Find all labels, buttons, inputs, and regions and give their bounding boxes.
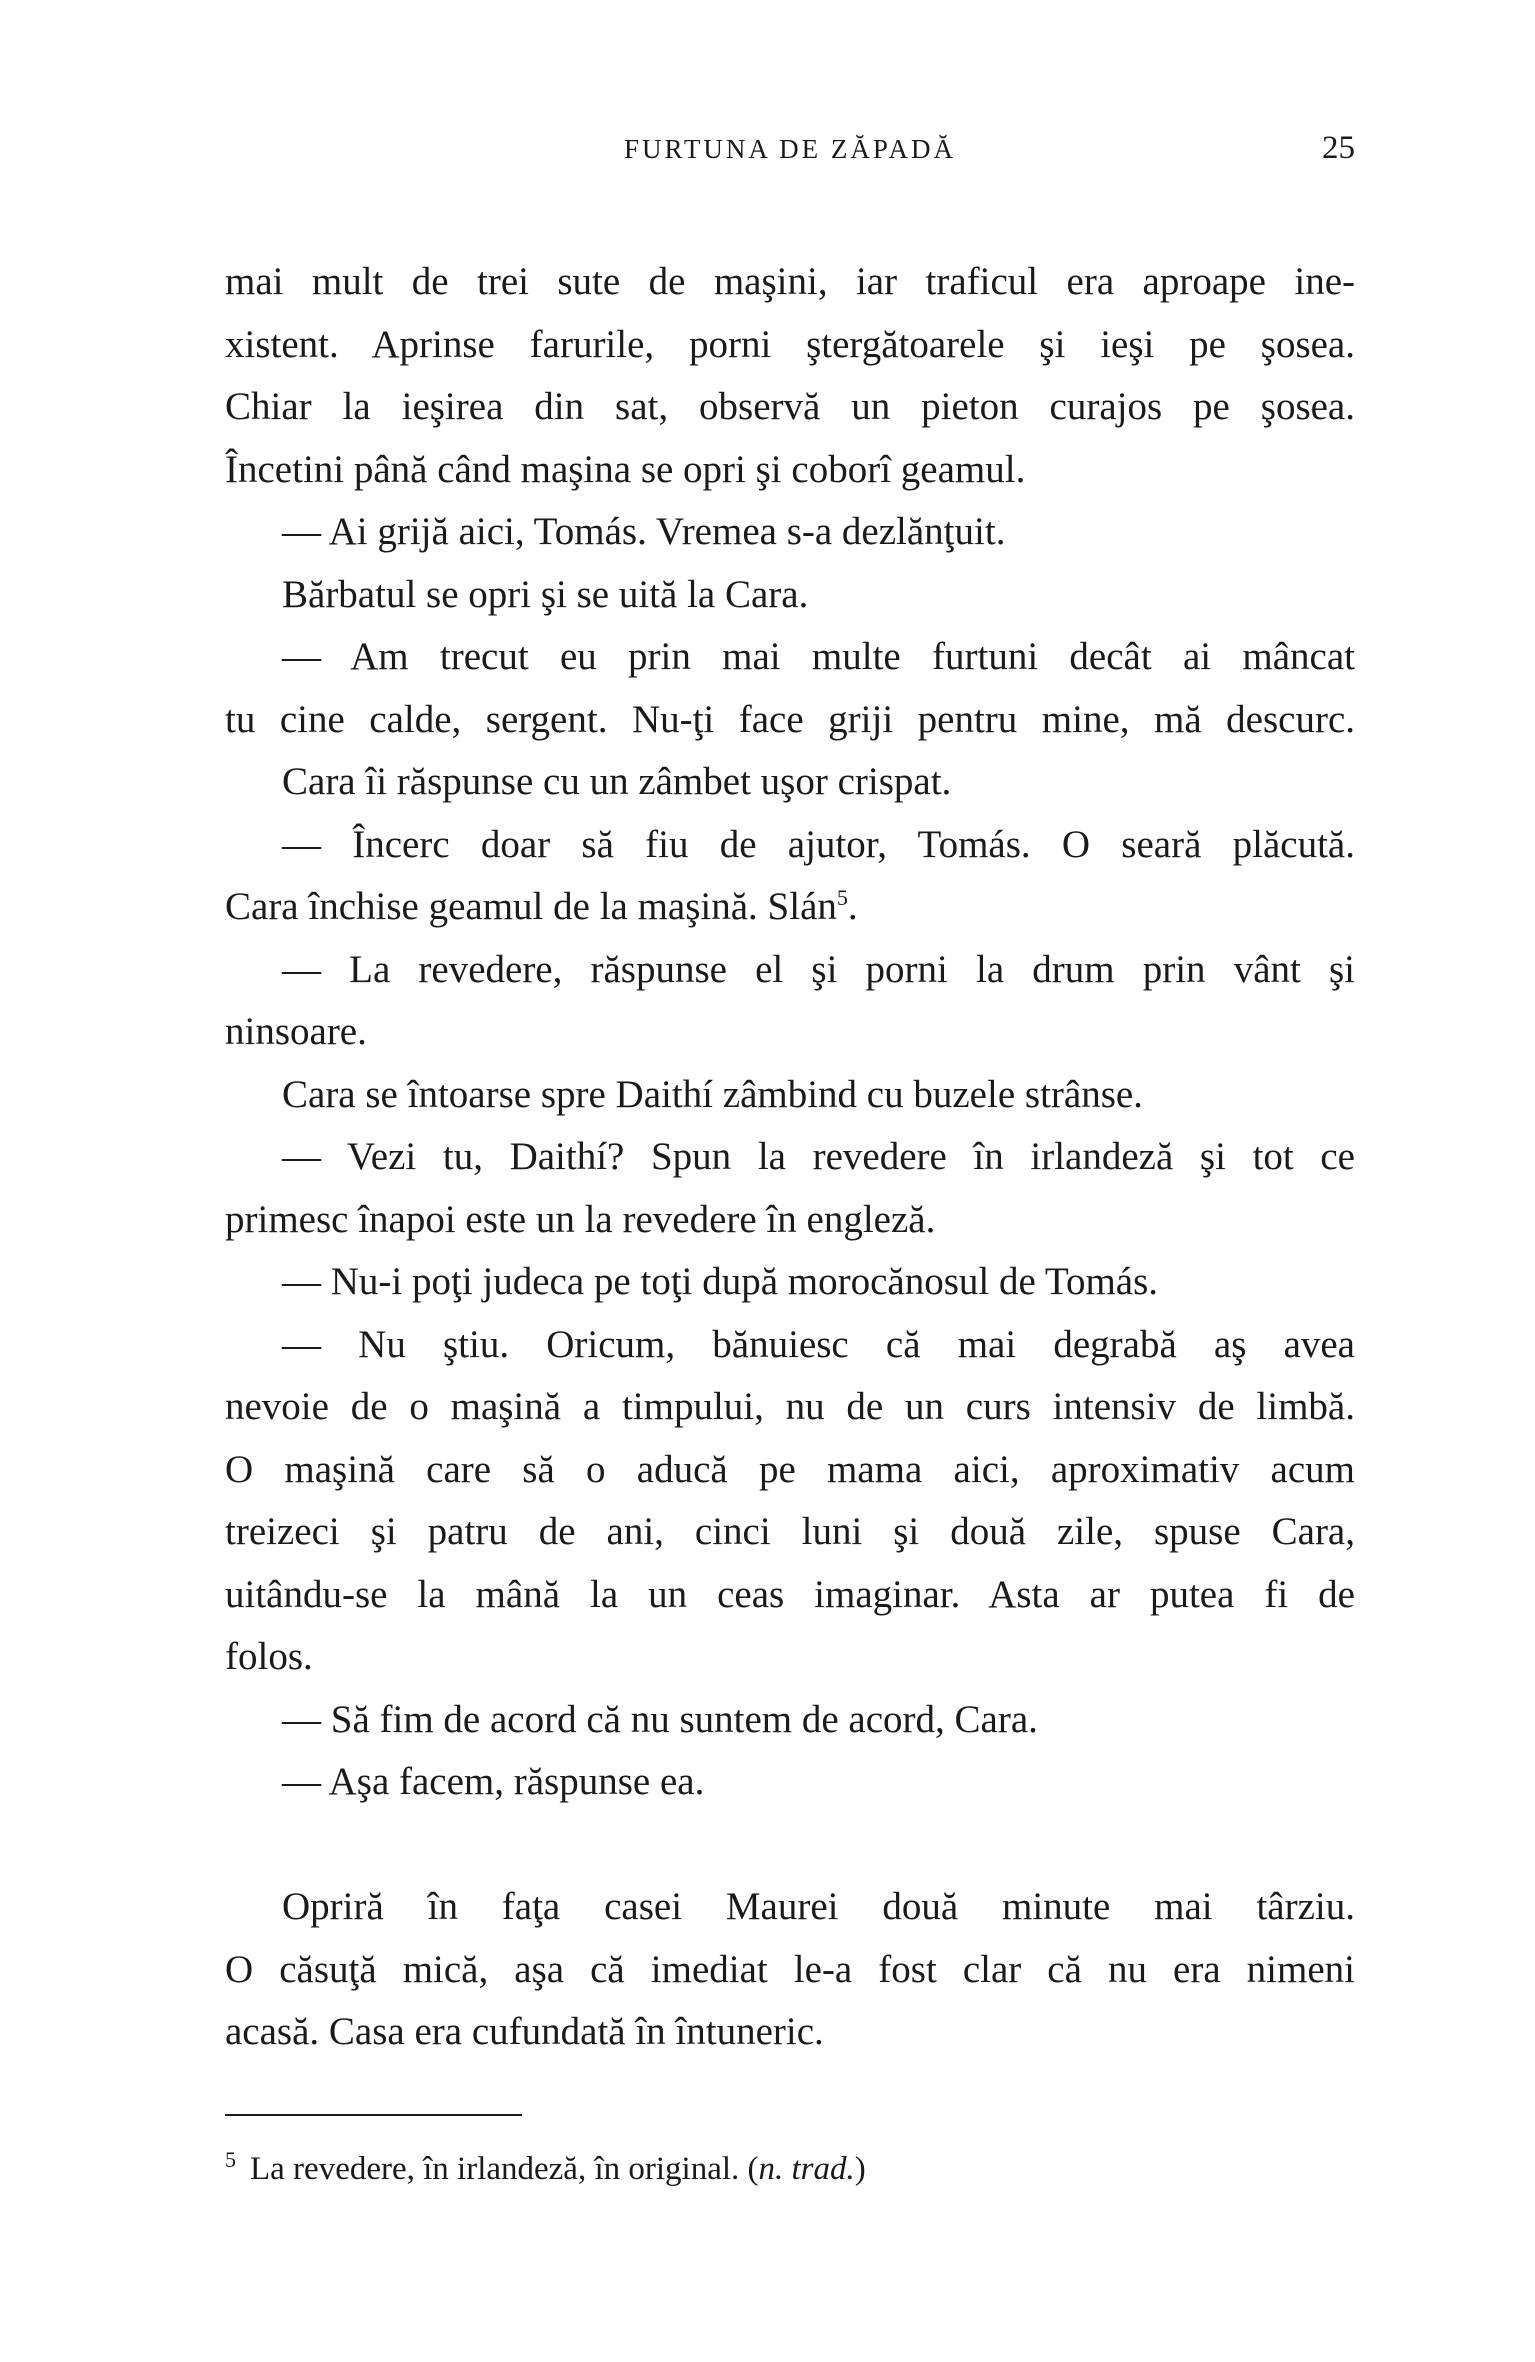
footnote-close: ) xyxy=(854,2151,866,2187)
text-line xyxy=(225,1439,1355,1502)
text-line xyxy=(225,376,1355,439)
text-line-content: uitându-se la mână la un ceas imaginar. Asta ar putea fi de xyxy=(225,1572,1355,1616)
text-line-content: acasă. Casa era cufundată în întuneric. xyxy=(225,2010,824,2053)
page-number: 25 xyxy=(1322,130,1355,166)
text-line-content: — Încerc doar să fiu de ajutor, Tomás. O seară plăcută. xyxy=(282,822,1355,866)
text-line-content: primesc înapoi este un la revedere în engleză. xyxy=(225,1197,936,1241)
text-line-content: Chiar la ieşirea din sat, observă un pieton curajos pe şosea. xyxy=(225,385,1355,428)
text-line xyxy=(225,689,1355,752)
text-line xyxy=(225,876,1355,939)
text-line xyxy=(225,939,1355,1002)
text-line-content: Cara închise geamul de la maşină. Slán xyxy=(225,885,837,928)
text-line xyxy=(225,1251,1355,1314)
text-line-content: — La revedere, răspunse el şi porni la drum prin vânt şi xyxy=(282,947,1355,991)
text-line xyxy=(225,251,1355,314)
text-line xyxy=(225,1064,1355,1127)
text-line xyxy=(225,1001,1355,1064)
text-line xyxy=(225,1939,1355,2002)
text-line xyxy=(225,314,1355,377)
text-line xyxy=(225,1501,1355,1564)
text-line-content: — Aşa facem, răspunse ea. xyxy=(282,1760,705,1803)
text-line xyxy=(225,1876,1355,1939)
text-line xyxy=(225,751,1355,814)
text-line xyxy=(225,501,1355,564)
text-line-content: Cara se întoarse spre Daithí zâmbind cu buzele strânse. xyxy=(282,1072,1143,1116)
text-line xyxy=(225,814,1355,877)
footnote-mark: 5 xyxy=(225,2147,236,2172)
text-line-content: — Am trecut eu prin mai multe furtuni decât ai mâncat xyxy=(282,635,1355,678)
text-line-content: nevoie de o maşină a timpului, nu de un curs intensiv de limbă. xyxy=(225,1385,1355,1428)
text-line-content: — Vezi tu, Daithí? Spun la revedere în irlandeză şi tot ce xyxy=(282,1135,1355,1178)
text-line xyxy=(225,1126,1355,1189)
text-line-content: mai mult de trei sute de maşini, iar traficul era aproape ine- xyxy=(225,260,1355,303)
text-line-content: Cara îi răspunse cu un zâmbet uşor crispat. xyxy=(282,760,952,803)
text-line-content: — Ai grijă aici, Tomás. Vremea s-a dezlănţuit. xyxy=(282,510,1006,553)
text-line xyxy=(225,1751,1355,1814)
footnote-reference[interactable]: 5 xyxy=(836,885,848,910)
text-line xyxy=(225,1689,1355,1752)
text-line-content: treizeci şi patru de ani, cinci luni şi două zile, spuse Cara, xyxy=(225,1510,1355,1553)
text-line-content: folos. xyxy=(225,1635,313,1678)
text-line xyxy=(225,1314,1355,1377)
text-line-content: Bărbatul se opri şi se uită la Cara. xyxy=(282,572,809,616)
text-line-suffix: . xyxy=(847,885,858,928)
text-line-content: O căsuţă mică, aşa că imediat le-a fost clar că nu era nimeni xyxy=(225,1947,1355,1991)
text-line-content: xistent. Aprinse farurile, porni ştergătoarele şi ieşi pe şosea. xyxy=(225,322,1355,366)
paragraph-gap xyxy=(225,1814,1355,1877)
footnote-italic: n. trad. xyxy=(758,2151,855,2187)
text-line-content: — Să fim de acord că nu suntem de acord, Cara. xyxy=(282,1697,1038,1741)
text-line xyxy=(225,1189,1355,1252)
text-line-content: O maşină care să o aducă pe mama aici, aproximativ acum xyxy=(225,1447,1355,1491)
text-line xyxy=(225,1564,1355,1627)
text-line xyxy=(225,439,1355,502)
footnote-text: La revedere, în irlandeză, în original. ( xyxy=(250,2151,759,2187)
body-text xyxy=(225,251,1355,2064)
text-line xyxy=(225,1376,1355,1439)
running-header xyxy=(225,130,1355,170)
text-line-content: Încetini până când maşina se opri şi coborî geamul. xyxy=(225,447,1026,491)
text-line-content: — Nu-i poţi judeca pe toţi după morocănosul de Tomás. xyxy=(282,1260,1159,1303)
text-line xyxy=(225,626,1355,689)
text-line-content: ninsoare. xyxy=(225,1010,367,1053)
text-line xyxy=(225,1626,1355,1689)
text-line-content: Opriră în faţa casei Maurei două minute mai târziu. xyxy=(282,1885,1355,1928)
text-line-content: tu cine calde, sergent. Nu-ţi face griji pentru mine, mă descurc. xyxy=(225,697,1355,741)
running-title: FURTUNA DE ZĂPADĂ xyxy=(624,134,956,164)
text-line xyxy=(225,564,1355,627)
text-line xyxy=(225,2001,1355,2064)
footnote-rule xyxy=(225,2114,522,2116)
footnote xyxy=(225,2145,866,2193)
text-line-content: — Nu ştiu. Oricum, bănuiesc că mai degrabă aş avea xyxy=(282,1322,1355,1366)
